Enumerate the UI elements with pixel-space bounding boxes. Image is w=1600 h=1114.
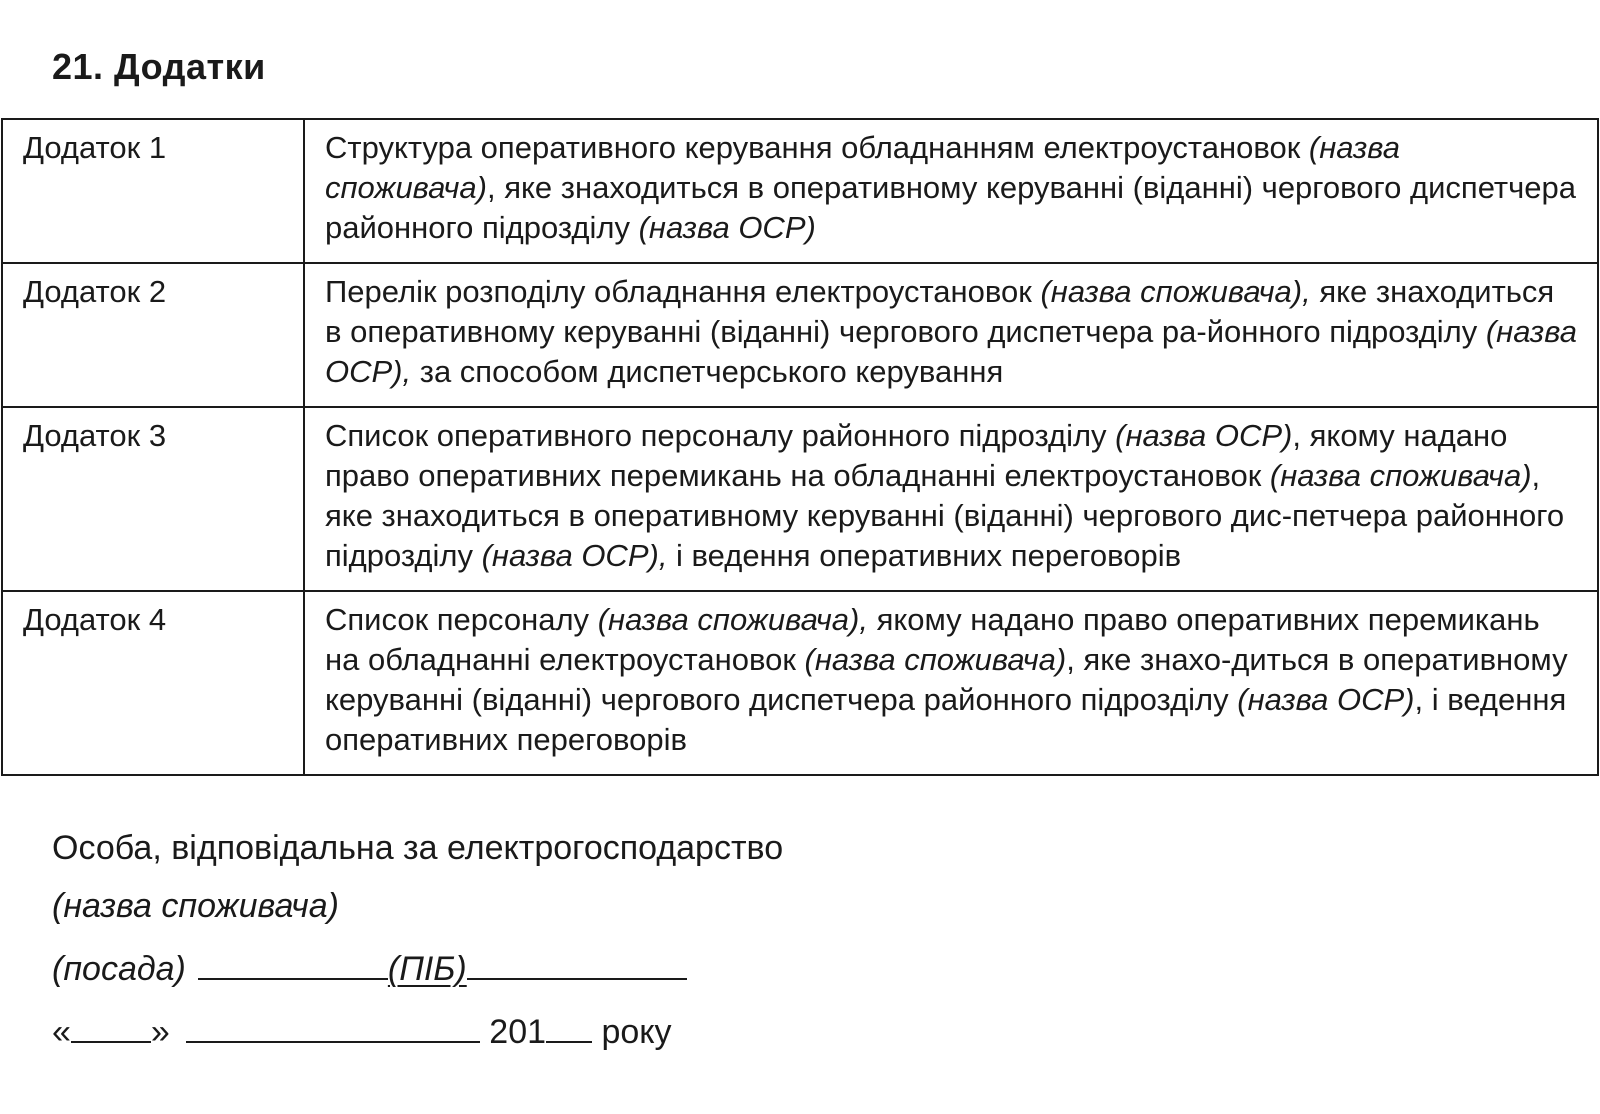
open-quote: « bbox=[52, 1013, 71, 1051]
month-blank bbox=[186, 1011, 480, 1043]
table-row bbox=[2, 591, 1598, 775]
appendix-table bbox=[1, 118, 1599, 776]
description-text: , якому надано право оперативних перемикань на обладнанні електроустановок bbox=[325, 418, 1508, 493]
description-text: якому надано право оперативних перемикань на обладнанні електроустановок bbox=[325, 602, 1540, 677]
appendix-description bbox=[304, 119, 1598, 263]
appendix-description bbox=[304, 263, 1598, 407]
organization-placeholder: (назва споживача) bbox=[52, 887, 339, 925]
appendix-label: Додаток 2 bbox=[2, 263, 304, 407]
appendix-label: Додаток 4 bbox=[2, 591, 304, 775]
description-placeholder: (назва споживача), bbox=[1040, 274, 1311, 309]
date-line bbox=[52, 1011, 783, 1052]
description-text: , яке знаходиться в оперативному керуванні (віданні) чергового диспетчера районного підрозділу bbox=[325, 170, 1576, 245]
description-placeholder: (назва ОСР) bbox=[1115, 418, 1293, 453]
description-placeholder: (назва споживача) bbox=[1269, 458, 1532, 493]
section-title: 21. Додатки bbox=[52, 46, 266, 87]
position-placeholder: (посада) bbox=[52, 950, 186, 988]
description-text: Список оперативного персоналу районного підрозділу bbox=[325, 418, 1116, 453]
table-row bbox=[2, 407, 1598, 591]
appendix-label: Додаток 1 bbox=[2, 119, 304, 263]
description-placeholder: (назва споживача) bbox=[804, 642, 1067, 677]
description-text: Структура оперативного керування обладнанням електроустановок bbox=[325, 130, 1309, 165]
appendix-description bbox=[304, 407, 1598, 591]
responsible-person-label: Особа, відповідальна за електрогосподарство bbox=[52, 829, 784, 867]
signature-blank bbox=[198, 948, 388, 980]
description-text: , яке знаходиться в оперативному керуванні (віданні) чергового дис-петчера районного підрозділу bbox=[325, 458, 1565, 573]
description-placeholder: (назва ОСР), bbox=[325, 314, 1577, 389]
description-placeholder: (назва споживача), bbox=[597, 602, 868, 637]
year-suffix: року bbox=[601, 1013, 672, 1051]
day-blank bbox=[71, 1011, 151, 1043]
name-blank bbox=[467, 948, 687, 980]
close-quote: » bbox=[150, 1013, 170, 1051]
description-placeholder: (назва ОСР), bbox=[481, 538, 668, 573]
description-text: Список персоналу bbox=[325, 602, 598, 637]
description-text: за способом диспетчерського керування bbox=[411, 354, 1004, 389]
signature-block bbox=[52, 828, 783, 1052]
year-blank bbox=[546, 1011, 592, 1043]
position-signature-line bbox=[52, 948, 783, 989]
description-text: і ведення оперативних переговорів bbox=[667, 538, 1182, 573]
table-row bbox=[2, 263, 1598, 407]
description-text: Перелік розподілу обладнання електроустановок bbox=[325, 274, 1041, 309]
appendix-label: Додаток 3 bbox=[2, 407, 304, 591]
description-placeholder: (назва ОСР) bbox=[1237, 682, 1415, 717]
description-text: яке знаходиться в оперативному керуванні (віданні) чергового диспетчера ра-йонного підрозділу bbox=[325, 274, 1555, 349]
name-placeholder: (ПІБ) bbox=[387, 950, 467, 988]
table-row bbox=[2, 119, 1598, 263]
year-prefix: 201 bbox=[489, 1013, 547, 1051]
description-text: , яке знахо-диться в оперативному керуванні (віданні) чергового диспетчера районного підрозділу bbox=[325, 642, 1568, 717]
appendix-description bbox=[304, 591, 1598, 775]
description-text: , і ведення оперативних переговорів bbox=[325, 682, 1567, 757]
description-placeholder: (назва ОСР) bbox=[638, 210, 816, 245]
description-placeholder: (назва споживача) bbox=[325, 130, 1400, 205]
